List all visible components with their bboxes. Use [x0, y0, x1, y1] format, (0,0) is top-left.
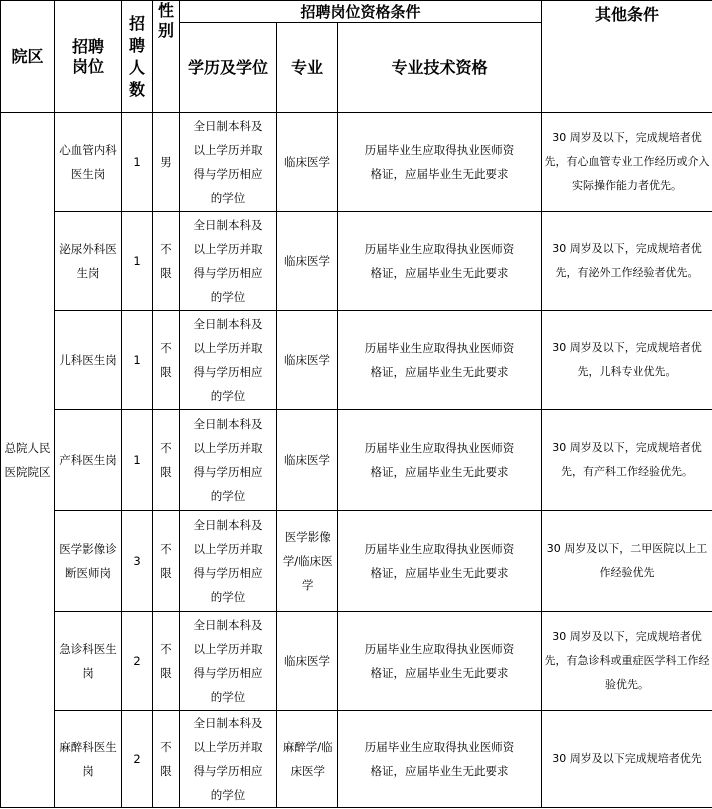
header-major: 专业	[277, 23, 338, 113]
row-position	[55, 612, 122, 711]
technical-text: 历届毕业生应取得执业医师资格证，应届毕业生无此要求	[364, 642, 515, 680]
row-count: 2	[122, 711, 153, 808]
position-text: 泌尿外科医生岗	[59, 242, 117, 280]
education-text: 全日制本科及以上学历并取得与学历相应的学位	[193, 218, 263, 304]
technical-text: 历届毕业生应取得执业医师资格证，应届毕业生无此要求	[364, 242, 515, 280]
row-technical	[338, 113, 542, 212]
row-education	[180, 410, 277, 511]
position-text: 医学影像诊断医师岗	[59, 542, 117, 580]
row-count: 3	[122, 511, 153, 612]
row-other: 30 周岁及以下，完成规培者优先，有急诊科或重症医学科工作经验优先。	[542, 612, 712, 711]
row-gender: 不限	[153, 612, 180, 711]
row-other: 30 周岁及以下，完成规培者优先，有心血管专业工作经历或介入实际操作能力者优先。	[542, 113, 712, 212]
major-text: 医学影像学/临床医学	[282, 530, 333, 592]
row-position	[55, 511, 122, 612]
row-count: 1	[122, 212, 153, 311]
row-education	[180, 711, 277, 808]
major-text: 麻醉学/临床医学	[282, 740, 333, 778]
position-text: 产科医生岗	[59, 453, 117, 467]
header-other-text: 其他条件	[595, 5, 660, 24]
row-gender: 不限	[153, 511, 180, 612]
row-other: 30 周岁及以下，完成规培者优先，有产科工作经验优先。	[542, 410, 712, 511]
row-other: 30 周岁及以下，完成规培者优先，有泌外工作经验者优先。	[542, 212, 712, 311]
row-education	[180, 113, 277, 212]
education-text: 全日制本科及以上学历并取得与学历相应的学位	[193, 119, 263, 205]
row-gender: 不限	[153, 212, 180, 311]
row-major: 临床医学	[277, 311, 338, 410]
row-other: 30 周岁及以下，二甲医院以上工作经验优先	[542, 511, 712, 612]
district-cell	[1, 113, 55, 808]
header-gender-text: 性别	[158, 1, 175, 40]
row-gender: 不限	[153, 711, 180, 808]
row-technical	[338, 311, 542, 410]
row-education	[180, 511, 277, 612]
row-major: 临床医学	[277, 113, 338, 212]
row-gender: 不限	[153, 311, 180, 410]
row-education	[180, 311, 277, 410]
row-major: 临床医学	[277, 612, 338, 711]
header-count-text: 招聘人数	[129, 13, 146, 99]
row-other: 30 周岁及以下完成规培者优先	[542, 711, 712, 808]
row-gender: 不限	[153, 410, 180, 511]
header-count	[122, 1, 153, 113]
header-position-text: 招聘岗位	[71, 36, 104, 76]
row-position	[55, 212, 122, 311]
row-count: 1	[122, 113, 153, 212]
header-qualifications: 招聘岗位资格条件	[180, 1, 542, 23]
row-position	[55, 311, 122, 410]
education-text: 全日制本科及以上学历并取得与学历相应的学位	[193, 518, 263, 604]
technical-text: 历届毕业生应取得执业医师资格证，应届毕业生无此要求	[364, 143, 515, 181]
education-text: 全日制本科及以上学历并取得与学历相应的学位	[193, 317, 263, 403]
education-text: 全日制本科及以上学历并取得与学历相应的学位	[193, 618, 263, 704]
row-technical	[338, 511, 542, 612]
position-text: 麻醉科医生岗	[59, 740, 117, 778]
position-text: 儿科医生岗	[59, 353, 117, 367]
row-technical	[338, 212, 542, 311]
row-technical	[338, 711, 542, 808]
row-other: 30 周岁及以下，完成规培者优先，儿科专业优先。	[542, 311, 712, 410]
technical-text: 历届毕业生应取得执业医师资格证，应届毕业生无此要求	[364, 341, 515, 379]
row-gender: 男	[153, 113, 180, 212]
header-technical: 专业技术资格	[338, 23, 542, 113]
header-gender	[153, 1, 180, 113]
row-count: 1	[122, 410, 153, 511]
row-position	[55, 410, 122, 511]
row-count: 1	[122, 311, 153, 410]
row-education	[180, 612, 277, 711]
header-education: 学历及学位	[180, 23, 277, 113]
row-technical	[338, 612, 542, 711]
row-major: 临床医学	[277, 410, 338, 511]
education-text: 全日制本科及以上学历并取得与学历相应的学位	[193, 716, 263, 802]
header-district: 院区	[1, 1, 55, 113]
education-text: 全日制本科及以上学历并取得与学历相应的学位	[193, 417, 263, 503]
position-text: 心血管内科医生岗	[59, 143, 117, 181]
technical-text: 历届毕业生应取得执业医师资格证，应届毕业生无此要求	[364, 542, 515, 580]
row-education	[180, 212, 277, 311]
row-position	[55, 113, 122, 212]
row-technical	[338, 410, 542, 511]
district-value: 总院人民医院院区	[4, 441, 51, 479]
row-count: 2	[122, 612, 153, 711]
technical-text: 历届毕业生应取得执业医师资格证，应届毕业生无此要求	[364, 441, 515, 479]
row-position	[55, 711, 122, 808]
row-major	[277, 511, 338, 612]
header-position	[55, 1, 122, 113]
header-other	[542, 1, 712, 113]
position-text: 急诊科医生岗	[59, 642, 117, 680]
row-major: 临床医学	[277, 212, 338, 311]
technical-text: 历届毕业生应取得执业医师资格证，应届毕业生无此要求	[364, 740, 515, 778]
row-major	[277, 711, 338, 808]
